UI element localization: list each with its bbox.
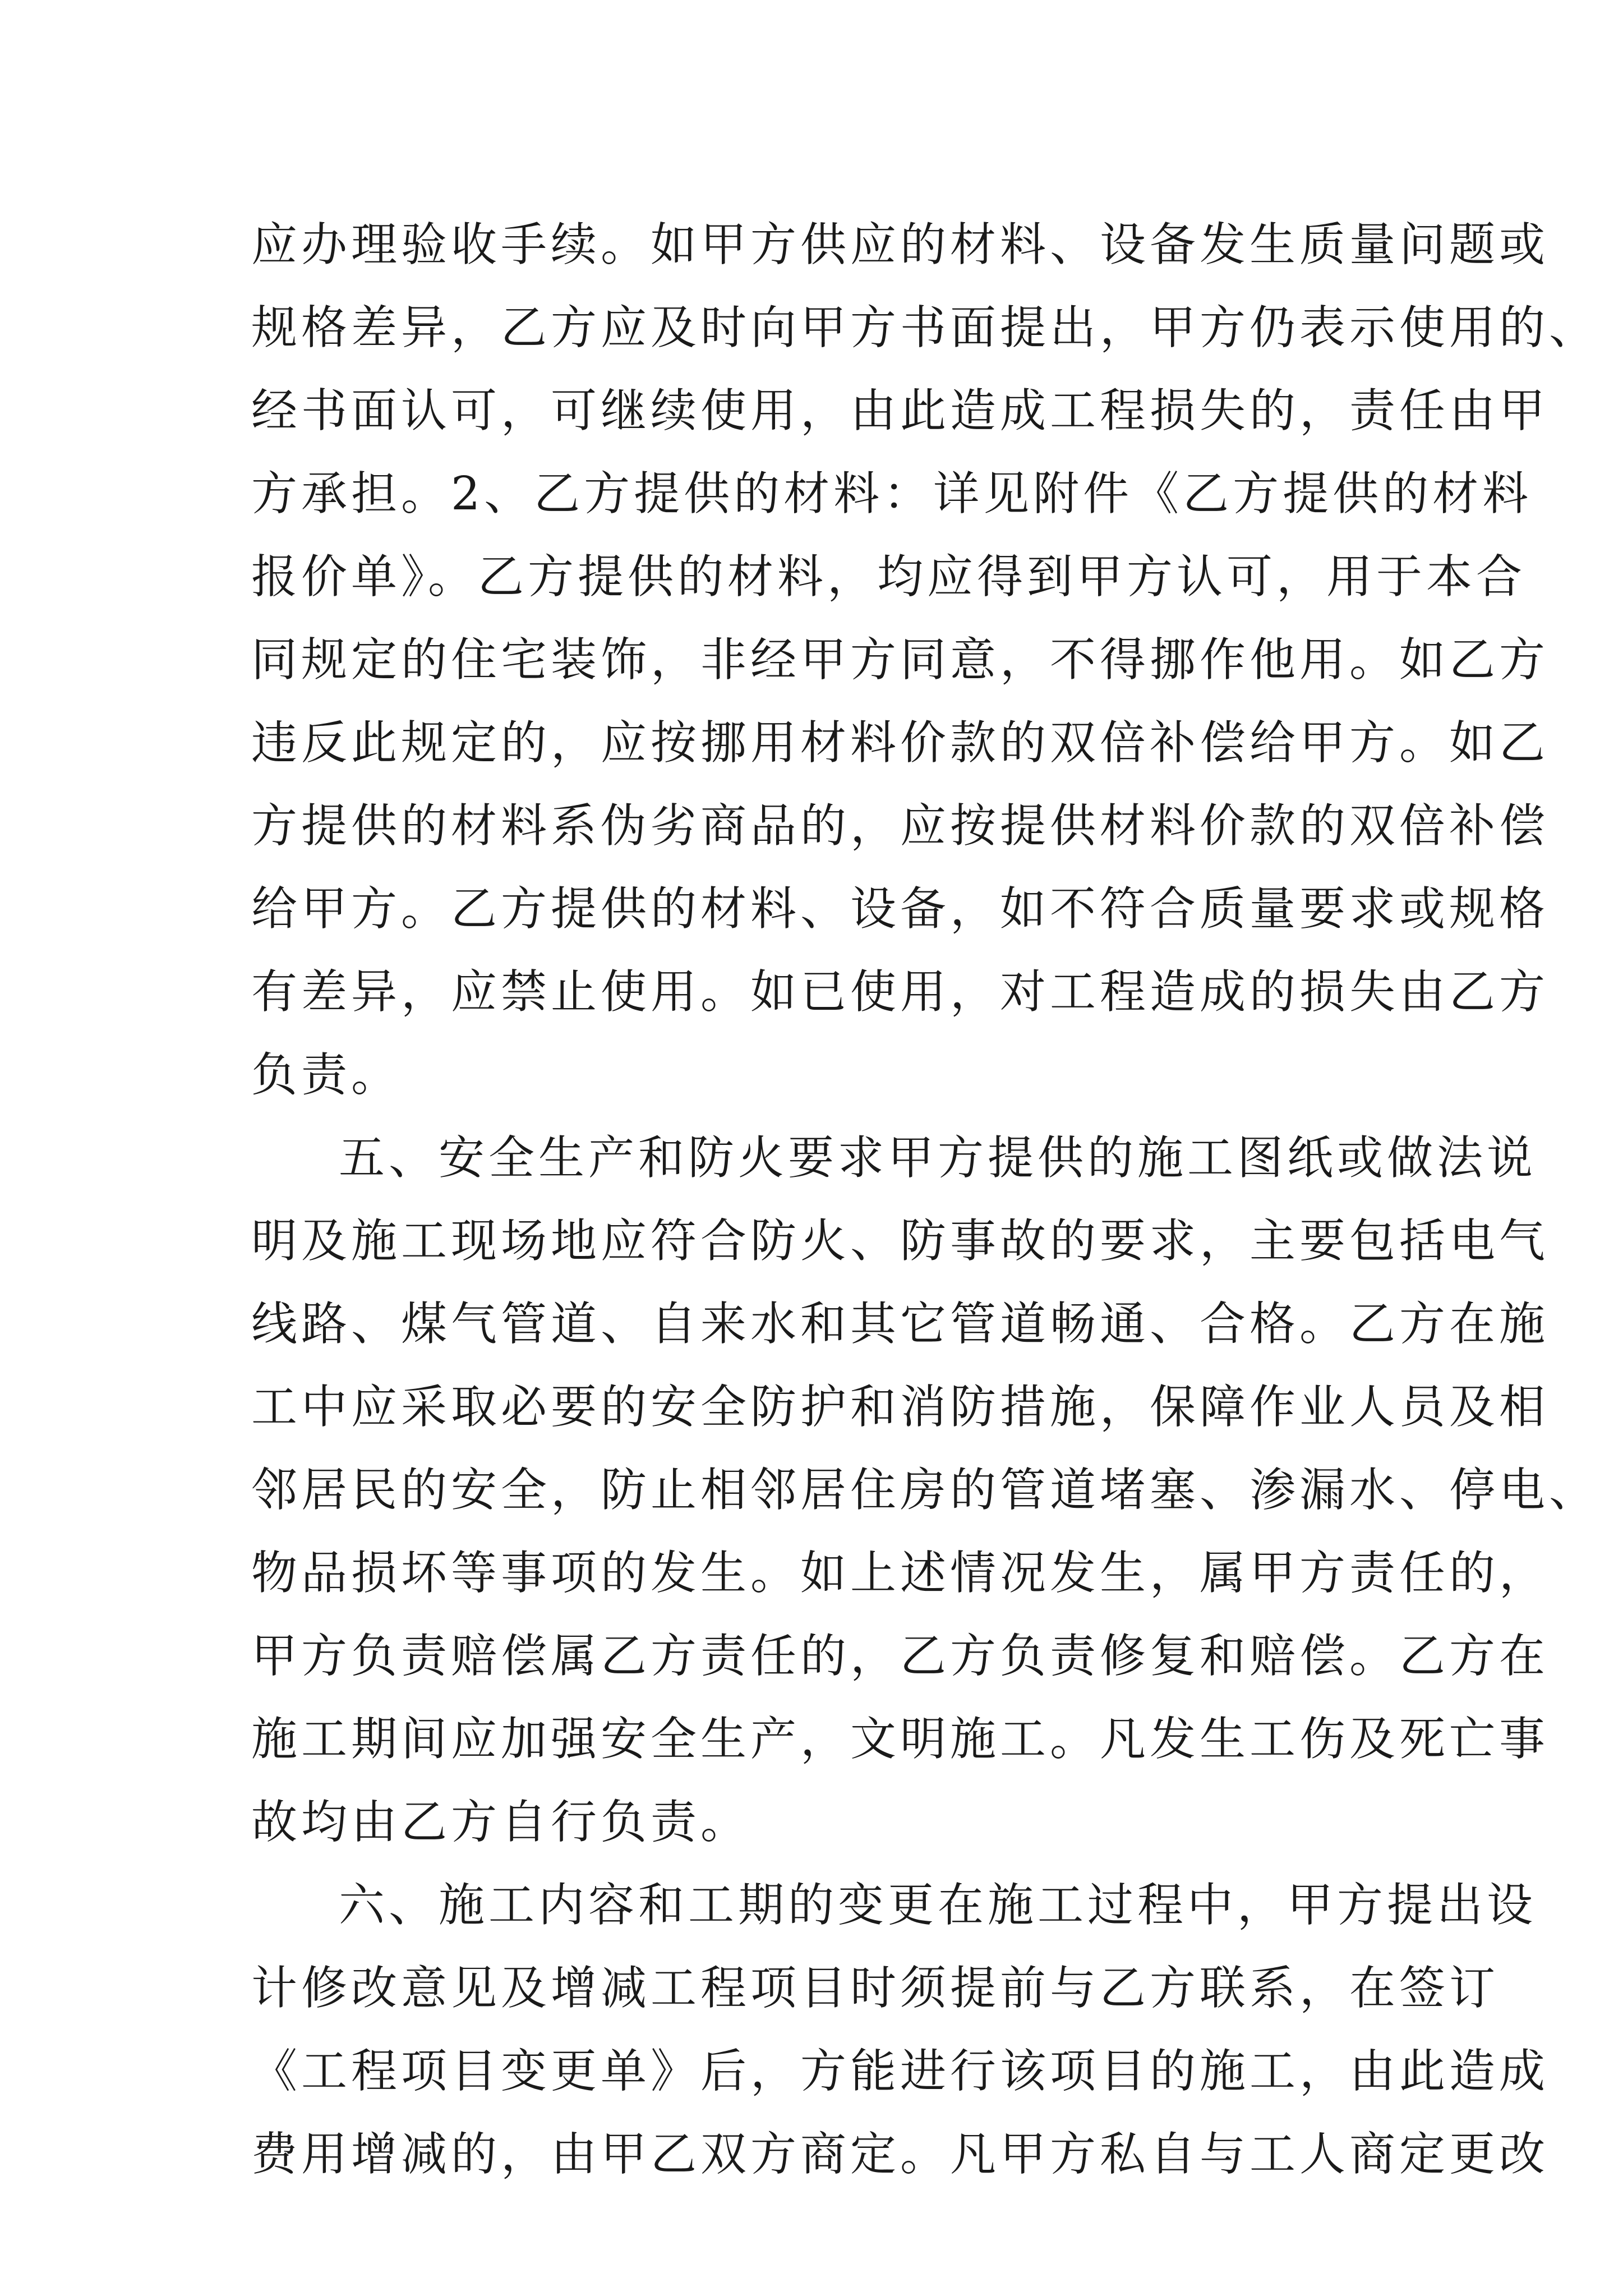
text-line: 负责。	[251, 1048, 402, 1102]
text-line: 方提供的材料系伪劣商品的，应按提供材料价款的双倍补偿	[251, 799, 1550, 853]
text-line: 规格差异，乙方应及时向甲方书面提出，甲方仍表示使用的、	[251, 301, 1599, 355]
text-line: 有差异，应禁止使用。如已使用，对工程造成的损失由乙方	[251, 965, 1550, 1019]
text-line: 应办理验收手续。如甲方供应的材料、设备发生质量问题或	[251, 218, 1550, 272]
text-line: 同规定的住宅装饰，非经甲方同意，不得挪作他用。如乙方	[251, 633, 1550, 687]
paragraph-start-line: 六、施工内容和工期的变更在施工过程中，甲方提出设	[339, 1879, 1537, 1932]
text-line: 邻居民的安全，防止相邻居住房的管道堵塞、渗漏水、停电、	[251, 1464, 1599, 1517]
text-line: 工中应采取必要的安全防护和消防措施，保障作业人员及相	[251, 1381, 1550, 1434]
text-line: 方承担。2、乙方提供的材料：详见附件《乙方提供的材料	[251, 467, 1533, 521]
text-line: 给甲方。乙方提供的材料、设备，如不符合质量要求或规格	[251, 882, 1550, 936]
text-line: 报价单》。乙方提供的材料，均应得到甲方认可，用于本合	[251, 550, 1527, 604]
text-line: 计修改意见及增减工程项目时须提前与乙方联系，在签订	[251, 1962, 1500, 2015]
text-line: 物品损坏等事项的发生。如上述情况发生，属甲方责任的，	[251, 1547, 1550, 1600]
text-line: 甲方负责赔偿属乙方责任的，乙方负责修复和赔偿。乙方在	[251, 1630, 1550, 1683]
text-line: 施工期间应加强安全生产，文明施工。凡发生工伤及死亡事	[251, 1713, 1550, 1766]
text-line: 线路、煤气管道、自来水和其它管道畅通、合格。乙方在施	[251, 1297, 1550, 1351]
paragraph-start-line: 五、安全生产和防火要求甲方提供的施工图纸或做法说	[339, 1131, 1537, 1185]
text-line: 《工程项目变更单》后，方能进行该项目的施工，由此造成	[251, 2045, 1550, 2098]
text-line: 违反此规定的，应按挪用材料价款的双倍补偿给甲方。如乙	[251, 716, 1550, 770]
text-line: 明及施工现场地应符合防火、防事故的要求，主要包括电气	[251, 1214, 1550, 1268]
text-line: 故均由乙方自行负责。	[251, 1796, 751, 1849]
text-line: 费用增减的，由甲乙双方商定。凡甲方私自与工人商定更改	[251, 2128, 1550, 2181]
text-line: 经书面认可，可继续使用，由此造成工程损失的，责任由甲	[251, 384, 1550, 438]
